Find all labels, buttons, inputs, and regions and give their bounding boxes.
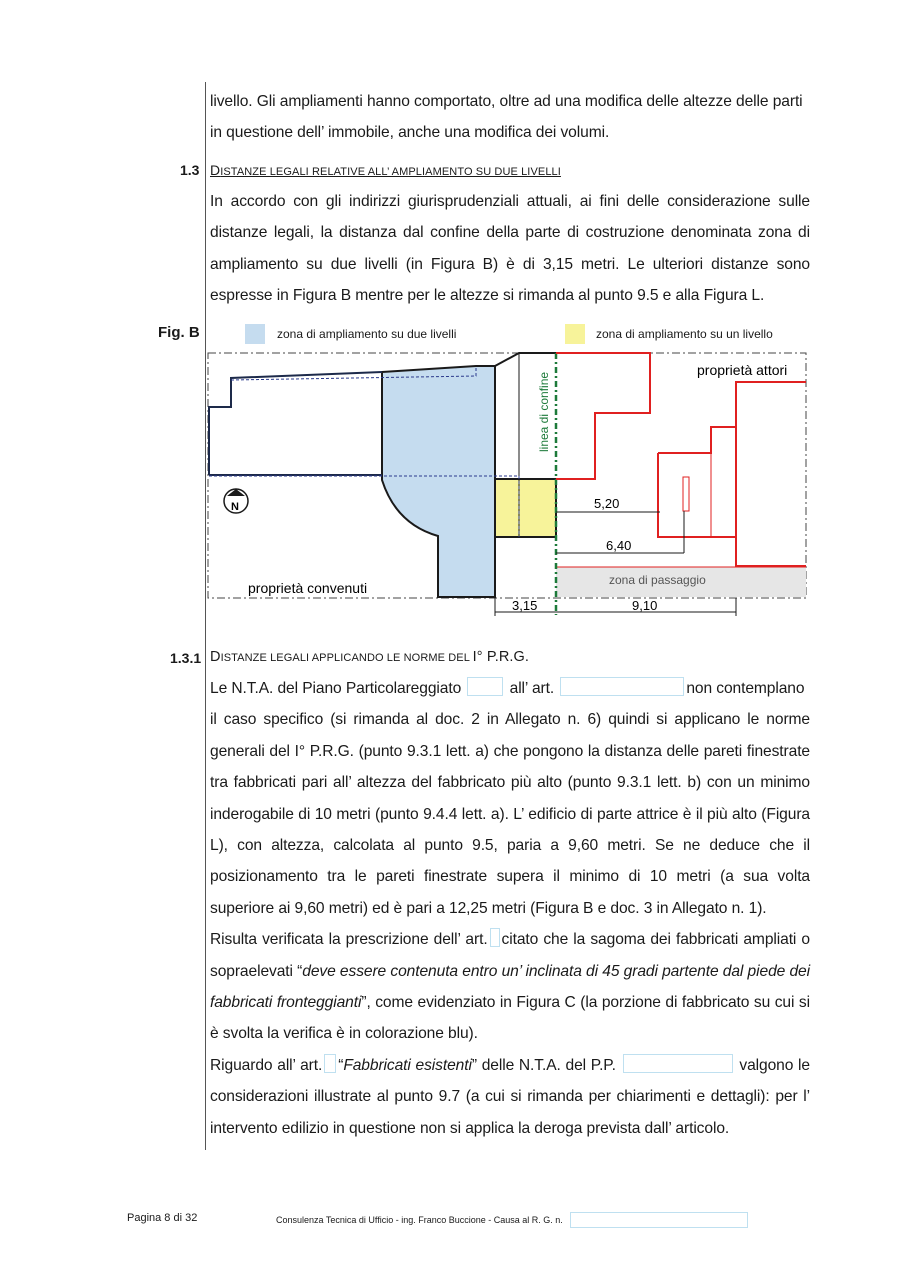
text-l1c: non contemplano (686, 680, 805, 697)
north-arrow-icon (224, 489, 248, 513)
title-rest: ISTANZE LEGALI RELATIVE ALL’ AMPLIAMENTO SU DUE LIVELLI (220, 166, 561, 178)
subsection-number: 1.3.1 (170, 650, 202, 666)
blue-extension (382, 366, 495, 597)
dim-910: 9,10 (632, 598, 658, 613)
figure-label: Fig. B (158, 324, 200, 341)
dim-315: 3,15 (512, 598, 538, 613)
convenuti-building (209, 372, 382, 475)
yellow-extension (495, 479, 556, 537)
section-body: In accordo con gli indirizzi giurisprudenziali attuali, ai fini delle considerazione sulle distanze legali, la distanza dal confine della parte di costruzione denominata zona di ampliamento su due livelli (in Figura B) è di 3,15 metri. Le ulteriori distanze sono espresse in Figura B mentre per le altezze si rimanda al punto 9.5 e alla Figura L. (210, 193, 810, 305)
text-l1b: all’ art. (509, 680, 555, 697)
text-p3c: Fabbricati esistenti (343, 1056, 472, 1074)
body-paragraph-1: il caso specifico (si rimanda al doc. 2 in Allegato n. 6) quindi si applicano le norme generali del I° P.R.G. (punto 9.3.1 lett. a) che pongono la distanza delle pareti finestrate tra fabbricati pari all’ altezza del fabbricato più alto (punto 9.3.1 lett. b) con un minimo inderogabile di 10 metri (punto 9.4.4 lett. a). L’ edificio di parte attrice è il più alto (Figura L), con altezza, calcolata al punto 9.5, paria a 9,60 metri. Se ne deduce che il posizionamento tra le pareti finestrate supera il minimo di 10 metri (a sua volta superiore ai 9,60 metri) ed è pari a 12,25 metri (Figura B e doc. 3 in Allegato n. 1). (210, 711, 810, 917)
redacted-field (623, 1054, 733, 1073)
text-p2a: Risulta verificata la prescrizione dell’ art. (210, 931, 488, 949)
attori-building-2 (658, 382, 806, 566)
label-proprieta-attori: proprietà attori (697, 362, 788, 378)
body-paragraph-2 (210, 924, 810, 1050)
intro-line-1: livello. Gli ampliamenti hanno comportato, oltre ad una modifica delle altezze delle parti (210, 93, 803, 110)
label-zona-passaggio: zona di passaggio (609, 573, 706, 587)
text-l1a: Le N.T.A. del Piano Particolareggiato (210, 680, 462, 697)
text-p3d: ” delle N.T.A. del P.P. (471, 1056, 616, 1074)
label-proprieta-convenuti: proprietà convenuti (248, 580, 368, 596)
text-p3a: Riguardo all’ art. (210, 1056, 323, 1074)
text-p3b: “ (338, 1056, 344, 1074)
redacted-field (560, 677, 684, 696)
title-initial: D (210, 162, 221, 178)
subsection-body (210, 673, 810, 1144)
footer-text: Consulenza Tecnica di Ufficio - ing. Franco Buccione - Causa al R. G. n. (276, 1215, 563, 1225)
text-p2d: ”, come evidenziato in Figura C (la porzione di fabbricato su cui si è svolta la verifica è in colorazione blu). (210, 994, 810, 1043)
footer-page-number: Pagina 8 di 32 (127, 1212, 198, 1224)
subtitle-initial: D (210, 649, 221, 665)
north-label: N (231, 501, 239, 513)
dim-640: 6,40 (606, 538, 632, 553)
redacted-field (490, 928, 500, 947)
redacted-field (324, 1054, 336, 1073)
body-paragraph-3 (210, 1050, 810, 1144)
body-line-1 (210, 673, 810, 704)
footer-redacted-field (570, 1212, 748, 1228)
roof-edge (495, 353, 556, 366)
legend-label-yellow: zona di ampliamento su un livello (596, 327, 773, 341)
redacted-field (467, 677, 503, 696)
section-number: 1.3 (180, 162, 200, 178)
text-p2b: citato che la sagoma dei fabbricati ampliati o sopraelevati “ (210, 931, 810, 980)
attori-building-1 (556, 353, 650, 479)
text-p3e: valgono le considerazioni illustrate al punto 9.7 (a cui si rimanda per chiarimenti e dettagli): per l’ intervento edilizio in questione non si applica la deroga prevista dall’ articolo. (210, 1056, 810, 1137)
text-p2c: deve essere contenuta entro un’ inclinata di 45 gradi partente dal piede dei fabbricati fronteggianti (210, 962, 810, 1012)
subtitle-end: I° P.R.G. (472, 649, 530, 665)
label-linea-confine: linea di confine (537, 371, 551, 452)
attori-window (683, 477, 689, 511)
subtitle-mid: ISTANZE LEGALI APPLICANDO LE NORME DEL (220, 652, 473, 664)
subsection-title (210, 649, 529, 665)
intro-line-2: in questione dell’ immobile, anche una modifica dei volumi. (210, 124, 610, 142)
dim-520: 5,20 (594, 496, 620, 511)
legend-label-blue: zona di ampliamento su due livelli (277, 327, 457, 341)
